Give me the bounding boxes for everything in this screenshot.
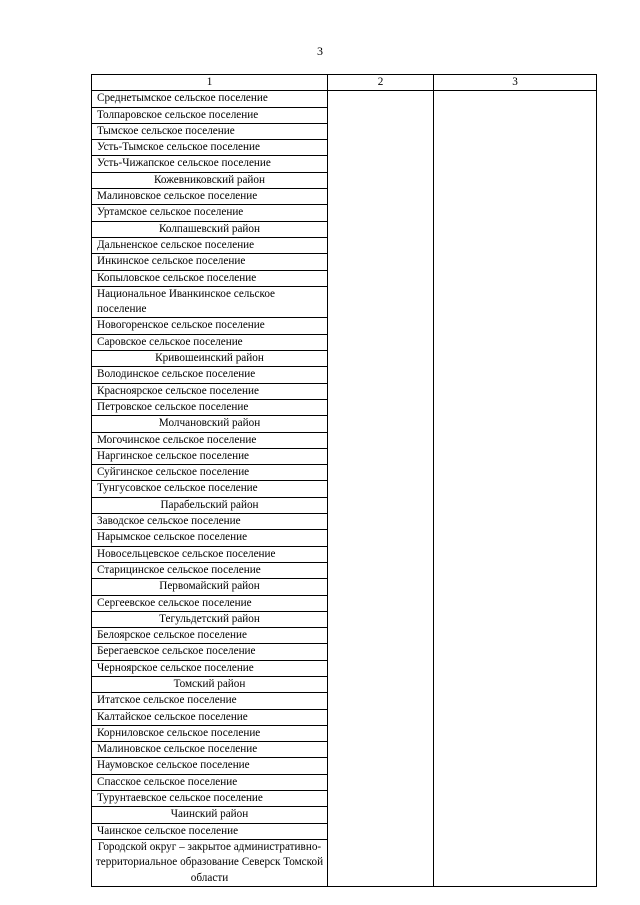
district-name-cell: Парабельский район [92,497,328,513]
settlement-name-cell: Среднетымское сельское поселение [92,91,328,107]
settlement-name-cell: Спасское сельское поселение [92,774,328,790]
settlement-name-cell: Калтайское сельское поселение [92,709,328,725]
settlement-name-cell: Новогоренское сельское поселение [92,318,328,334]
settlement-name-cell: Петровское сельское поселение [92,399,328,415]
settlement-name-cell: Наумовское сельское поселение [92,758,328,774]
settlement-name-cell: Белоярское сельское поселение [92,628,328,644]
settlement-name-cell: Красноярское сельское поселение [92,383,328,399]
district-name-cell: Первомайский район [92,579,328,595]
settlement-name-cell: Итатское сельское поселение [92,693,328,709]
settlement-name-cell: Дальненское сельское поселение [92,237,328,253]
settlement-name-cell: Новосельцевское сельское поселение [92,546,328,562]
settlement-name-cell: Саровское сельское поселение [92,334,328,350]
settlement-name-cell: Инкинское сельское поселение [92,254,328,270]
settlement-name-cell: Сергеевское сельское поселение [92,595,328,611]
settlement-name-cell: Нарымское сельское поселение [92,530,328,546]
district-name-cell: Чаинский район [92,807,328,823]
settlement-name-cell: Суйгинское сельское поселение [92,465,328,481]
column-3-cell [434,91,597,887]
table-header [92,75,597,91]
settlement-name-cell: Черноярское сельское поселение [92,660,328,676]
page-number: 3 [317,44,323,58]
district-name-cell: Кожевниковский район [92,172,328,188]
settlement-name-cell: Толпаровское сельское поселение [92,107,328,123]
settlement-name-cell: Малиновское сельское поселение [92,189,328,205]
settlement-name-cell: Корниловское сельское поселение [92,725,328,741]
column-3-header: 3 [434,75,597,91]
settlement-name-cell: Тунгусовское сельское поселение [92,481,328,497]
settlement-name-cell: Малиновское сельское поселение [92,742,328,758]
settlement-name-cell: Чаинское сельское поселение [92,823,328,839]
header-row [92,75,597,91]
district-name-cell: Колпашевский район [92,221,328,237]
settlement-name-cell: Заводское сельское поселение [92,514,328,530]
settlement-name-cell: Тымское сельское поселение [92,123,328,139]
column-2-cell [328,91,434,887]
settlement-name-cell: Володинское сельское поселение [92,367,328,383]
settlement-name-cell: Уртамское сельское поселение [92,205,328,221]
settlement-name-cell: Наргинское сельское поселение [92,448,328,464]
settlement-name-cell: Турунтаевское сельское поселение [92,791,328,807]
district-name-cell: Томский район [92,676,328,692]
settlement-name-cell: Старицинское сельское поселение [92,562,328,578]
district-name-cell: Тегульдетский район [92,611,328,627]
district-name-cell: Кривошеинский район [92,351,328,367]
settlement-name-cell: Усть-Тымское сельское поселение [92,140,328,156]
district-name-cell: Молчановский район [92,416,328,432]
table-body [92,91,597,887]
settlement-name-cell: Берегаевское сельское поселение [92,644,328,660]
settlement-name-cell: Могочинское сельское поселение [92,432,328,448]
municipalities-table [91,74,597,887]
settlement-name-cell: Усть-Чижапское сельское поселение [92,156,328,172]
settlement-name-cell: Национальное Иванкинское сельское поселение [92,286,328,318]
column-2-header: 2 [328,75,434,91]
district-name-cell: Городской округ – закрытое административно-территориальное образование Северск Томской области [92,839,328,886]
column-1-header: 1 [92,75,328,91]
settlement-name-cell: Копыловское сельское поселение [92,270,328,286]
table-row [92,91,597,107]
